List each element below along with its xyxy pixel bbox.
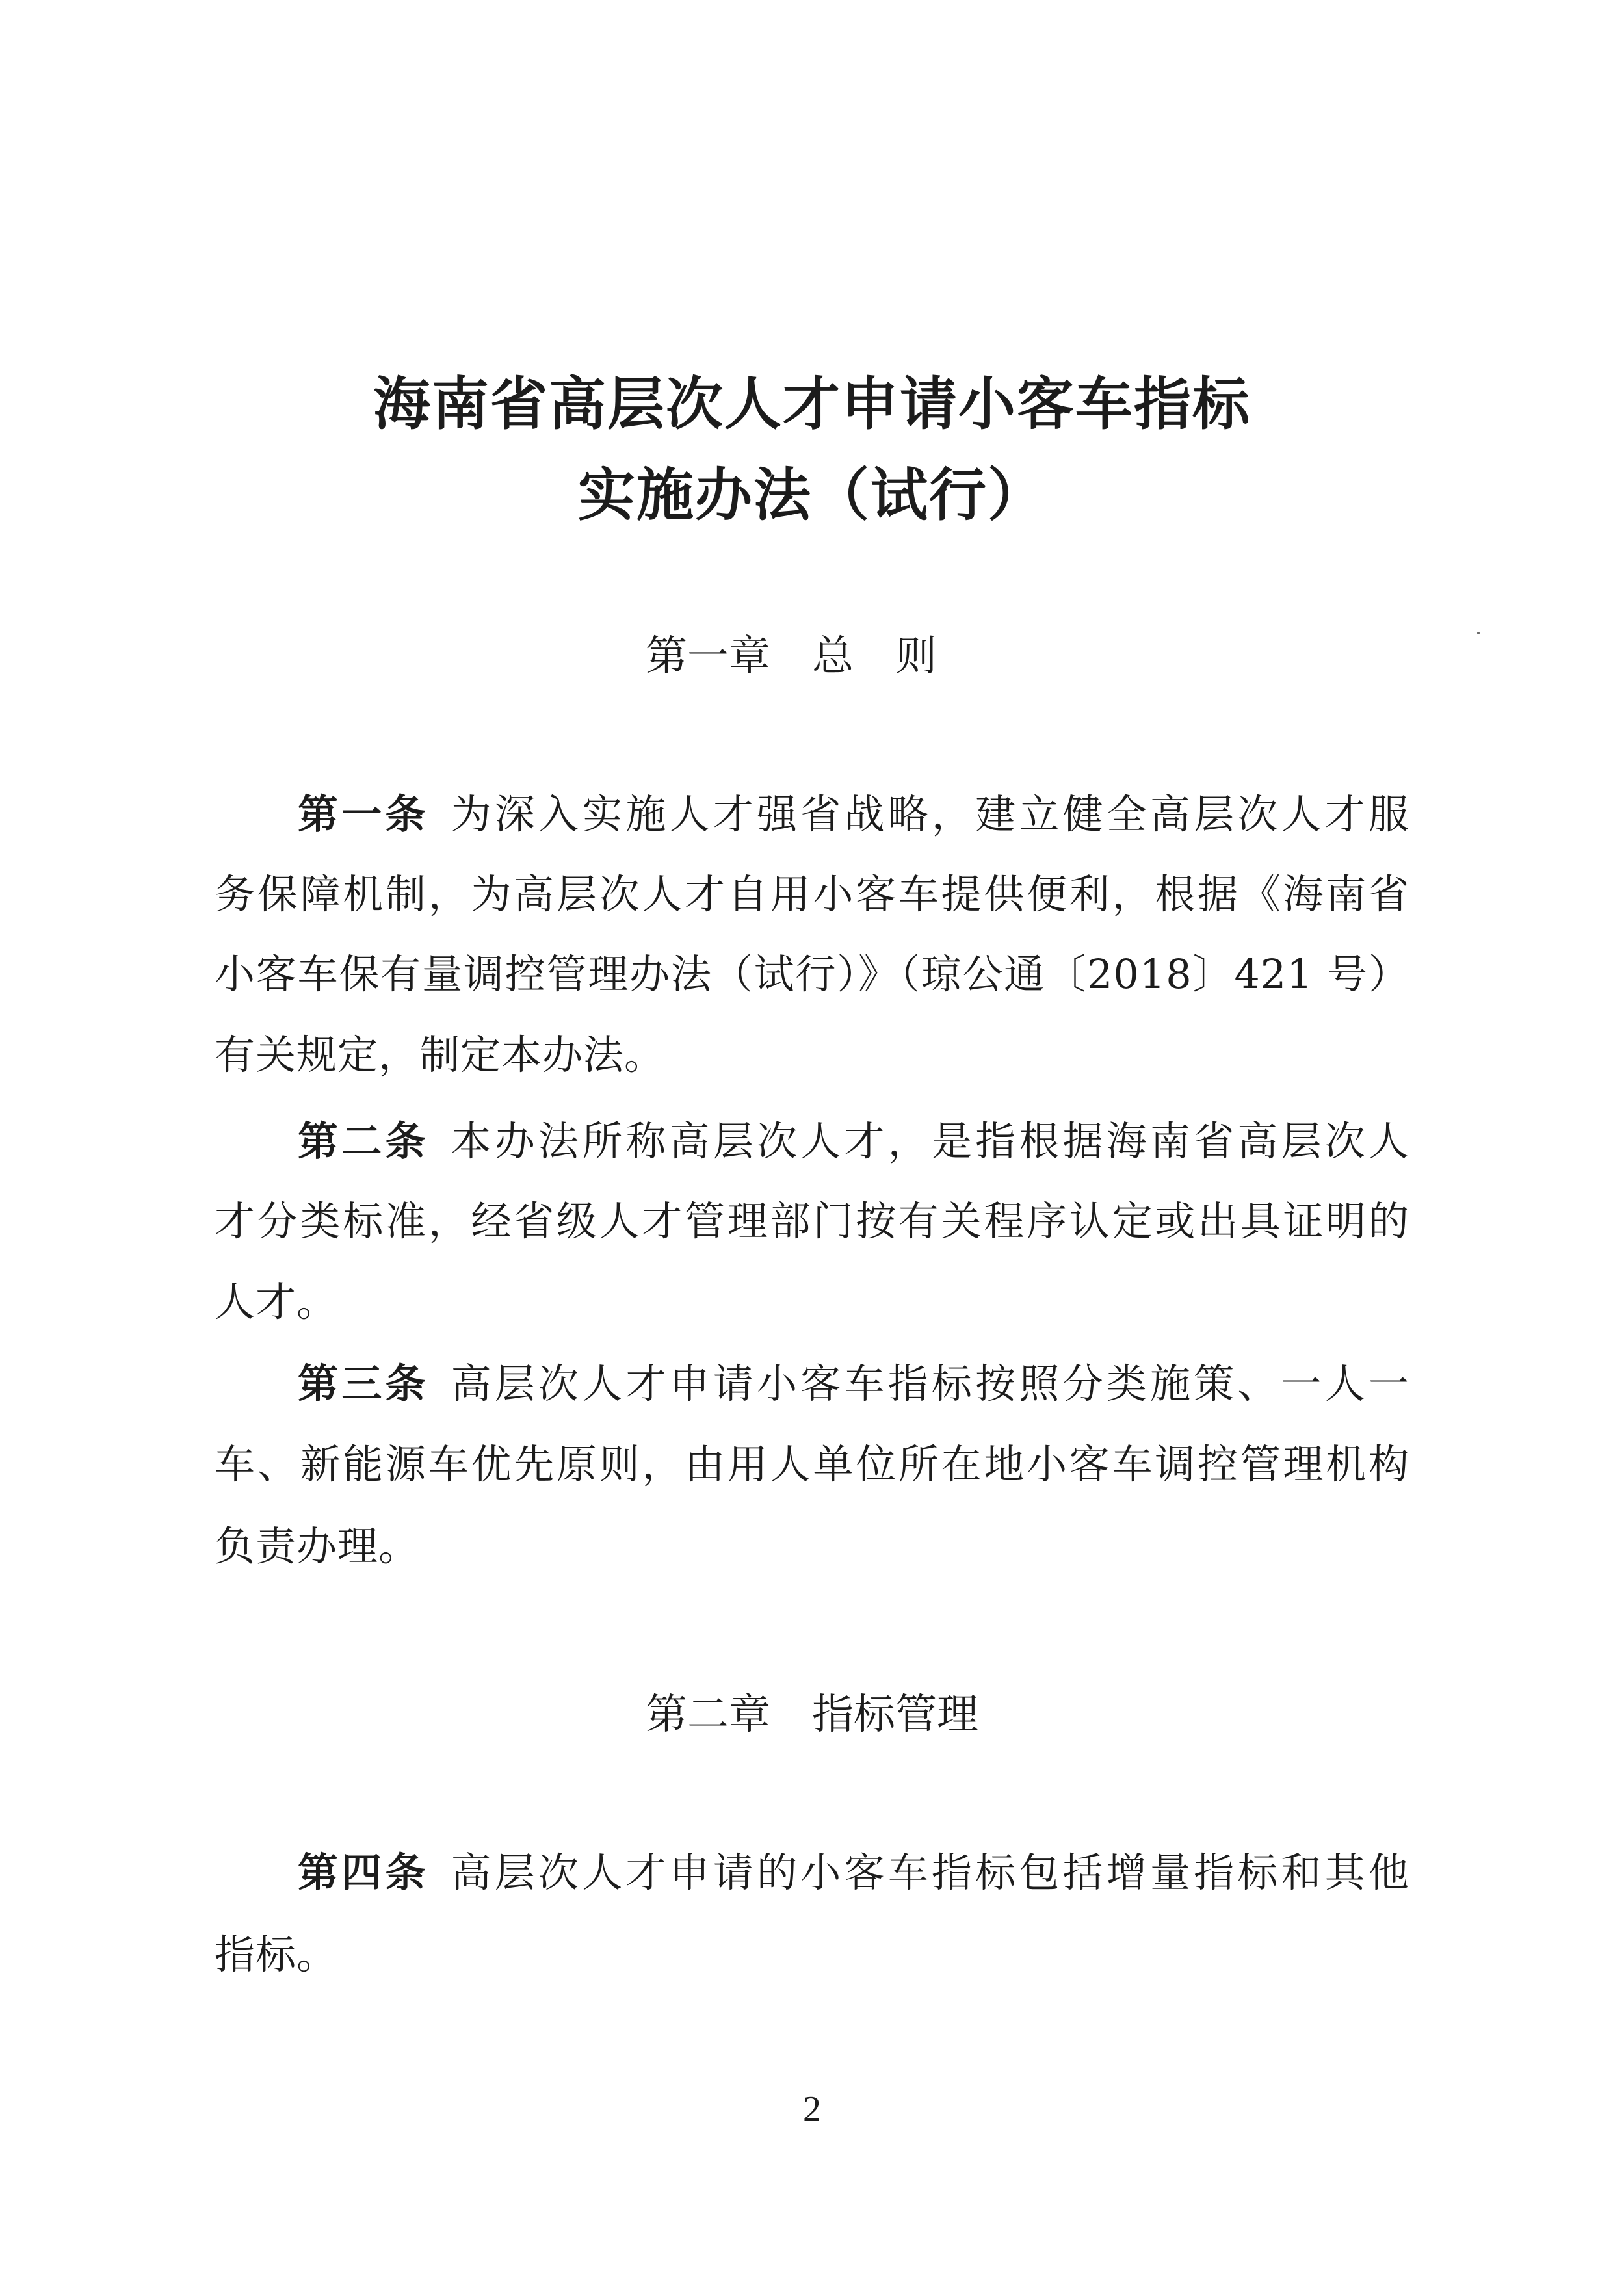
article-1-text-1: 为深入实施人才强省战略，建立健全高层次人才服 (451, 790, 1409, 838)
article-1-line-1 (298, 790, 1409, 838)
article-3-line-1 (298, 1360, 1409, 1407)
article-2-line-1 (298, 1117, 1409, 1165)
article-2-line-2: 才分类标准，经省级人才管理部门按有关程序认定或出具证明的 (215, 1197, 1409, 1245)
article-4-text-1: 高层次人才申请的小客车指标包括增量指标和其他 (451, 1849, 1409, 1896)
chapter-2-number: 第二章 (646, 1691, 770, 1739)
chapter-1-heading (0, 632, 1624, 681)
chapter-2-name: 指标管理 (812, 1691, 978, 1739)
article-4-line-1 (298, 1849, 1409, 1896)
article-4-line-2: 指标。 (215, 1931, 338, 1978)
article-1-line-3: 小客车保有量调控管理办法（试行）》（琼公通〔2018〕421 号） (215, 950, 1409, 998)
article-3-text-1: 高层次人才申请小客车指标按照分类施策、一人一 (451, 1360, 1409, 1407)
article-3-line-2: 车、新能源车优先原则，由用人单位所在地小客车调控管理机构 (215, 1440, 1409, 1488)
article-2-line-3: 人才。 (215, 1278, 338, 1325)
document-title-line-1: 海南省高层次人才申请小客车指标 (373, 371, 1251, 437)
document-title-line-2: 实施办法（试行） (577, 462, 1046, 528)
chapter-2-heading (0, 1691, 1624, 1739)
chapter-1-number: 第一章 (646, 632, 770, 681)
article-3-label: 第三条 (298, 1360, 429, 1407)
page-number: 2 (803, 2089, 821, 2130)
article-3-line-3: 负责办理。 (215, 1522, 420, 1570)
article-1-line-2: 务保障机制，为高层次人才自用小客车提供便利，根据《海南省 (215, 870, 1409, 918)
scan-speck (1477, 632, 1480, 634)
chapter-1-name: 总则 (812, 632, 978, 681)
article-1-label: 第一条 (298, 790, 429, 838)
article-2-text-1: 本办法所称高层次人才，是指根据海南省高层次人 (451, 1117, 1409, 1165)
article-4-label: 第四条 (298, 1849, 429, 1896)
article-2-label: 第二条 (298, 1117, 429, 1165)
article-1-line-4: 有关规定，制定本办法。 (215, 1031, 666, 1078)
